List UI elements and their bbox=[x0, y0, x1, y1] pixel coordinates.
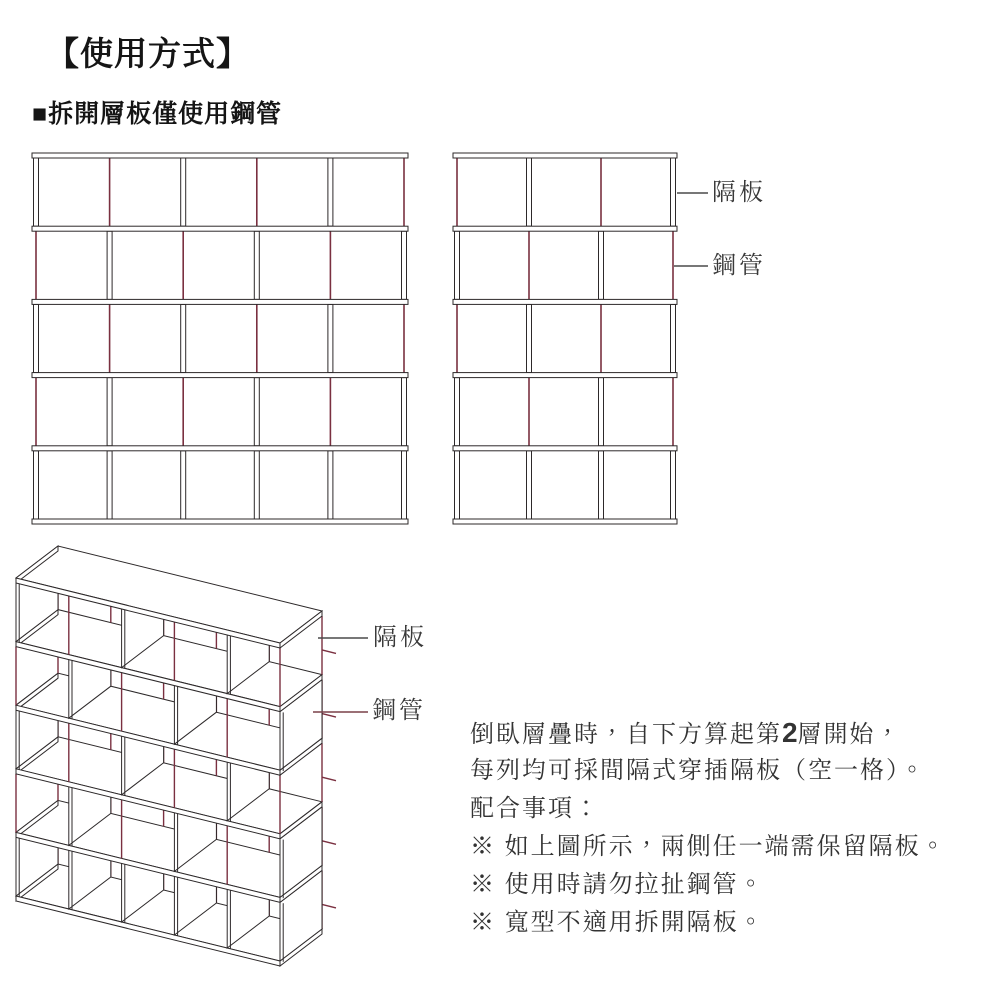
note-bullet-1: ※ 如上圖所示，兩側任一端需保留隔板。 bbox=[470, 833, 947, 860]
usage-notes bbox=[470, 714, 998, 942]
note-line-3: 配合事項： bbox=[470, 795, 600, 822]
note-bullet-3: ※ 寬型不適用拆開隔板。 bbox=[470, 909, 765, 936]
emphasized-number: 2 bbox=[782, 717, 798, 748]
note-line-1-pre: 倒臥層疊時，自下方算起第 bbox=[470, 721, 782, 748]
note-line-1 bbox=[470, 714, 998, 752]
note-line-1-post: 層開始， bbox=[797, 721, 902, 748]
label-iso-partition: 隔板 bbox=[373, 624, 427, 651]
front-view-right-grid bbox=[453, 153, 677, 524]
page-title: 【使用方式】 bbox=[46, 35, 250, 72]
label-iso-pipe: 鋼管 bbox=[372, 697, 426, 724]
isometric-shelf-drawing bbox=[16, 546, 336, 966]
note-bullet-2: ※ 使用時請勿拉扯鋼管。 bbox=[470, 871, 765, 898]
front-view-left-grid bbox=[32, 153, 408, 524]
label-front-pipe: 鋼管 bbox=[712, 252, 766, 279]
section-heading: ■拆開層板僅使用鋼管 bbox=[32, 100, 283, 128]
note-line-2: 每列均可採間隔式穿插隔板（空一格）。 bbox=[470, 757, 926, 784]
label-front-partition: 隔板 bbox=[712, 179, 766, 206]
